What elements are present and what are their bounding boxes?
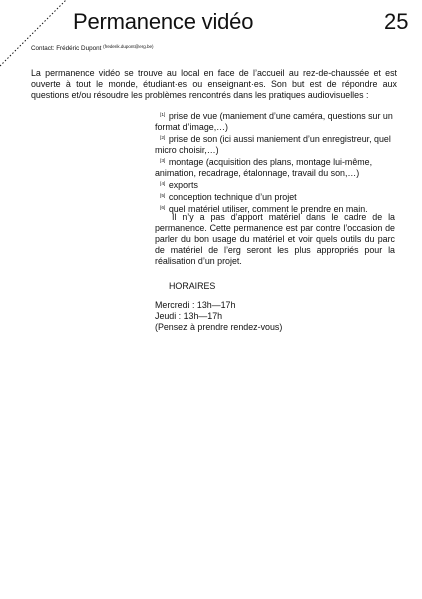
footnote-marker: [1]	[160, 113, 166, 118]
schedule-note: (Pensez à prendre rendez-vous)	[155, 322, 283, 332]
footnote-marker: [2]	[160, 136, 166, 141]
schedule-line-wednesday: Mercredi : 13h—17h	[155, 300, 236, 310]
list-item-text: quel matériel utiliser, comment le prendre en main.	[168, 204, 368, 214]
footnote-marker: [3]	[160, 159, 166, 164]
note-paragraph: Il n’y a pas d’apport matériel dans le cadre de la permanence. Cette permanence est par contre l’occasion de parler du bon usage du matériel et voir quels outils du parc de matériel de l’erg seront les plus appropriés pour la réalisation d’un projet.	[155, 212, 395, 266]
list-item	[155, 156, 395, 179]
contact-email: (frederik.dupont@erg.be)	[103, 44, 154, 49]
list-item	[155, 110, 395, 133]
footnote-marker: [6]	[160, 206, 166, 211]
list-item	[155, 191, 395, 203]
list-item	[155, 179, 395, 191]
contact-line	[31, 44, 153, 52]
page-number: 25	[384, 9, 409, 34]
footnote-marker: [5]	[160, 194, 166, 199]
list-item-text: prise de son (ici aussi maniement d’un enregistreur, quel micro choisir,…)	[155, 134, 391, 155]
schedule-block	[155, 300, 395, 333]
schedule-line-thursday: Jeudi : 13h—17h	[155, 311, 223, 321]
schedule-heading: HORAIRES	[169, 281, 216, 291]
list-item-text: montage (acquisition des plans, montage lui-même, animation, recadrage, étalonnage, travail du son,…)	[155, 157, 373, 178]
list-item	[155, 133, 395, 156]
list-item-text: exports	[168, 180, 198, 190]
intro-paragraph: La permanence vidéo se trouve au local en face de l’accueil au rez-de-chaussée et est ouverte à tout le monde, étudiant·es ou enseignant·es. Son but est de répondre aux questions et/ou résoudre les problèmes rencontrés dans les pratiques audiovisuelles :	[31, 68, 397, 100]
list-item-text: prise de vue (maniement d’une caméra, questions sur un format d’image,…)	[155, 111, 393, 132]
page-title: Permanence vidéo	[73, 9, 254, 34]
list-item-text: conception technique d’un projet	[168, 192, 297, 202]
topics-list	[155, 110, 395, 215]
footnote-marker: [4]	[160, 182, 166, 187]
contact-label: Contact: Frédéric Dupont	[31, 45, 102, 52]
